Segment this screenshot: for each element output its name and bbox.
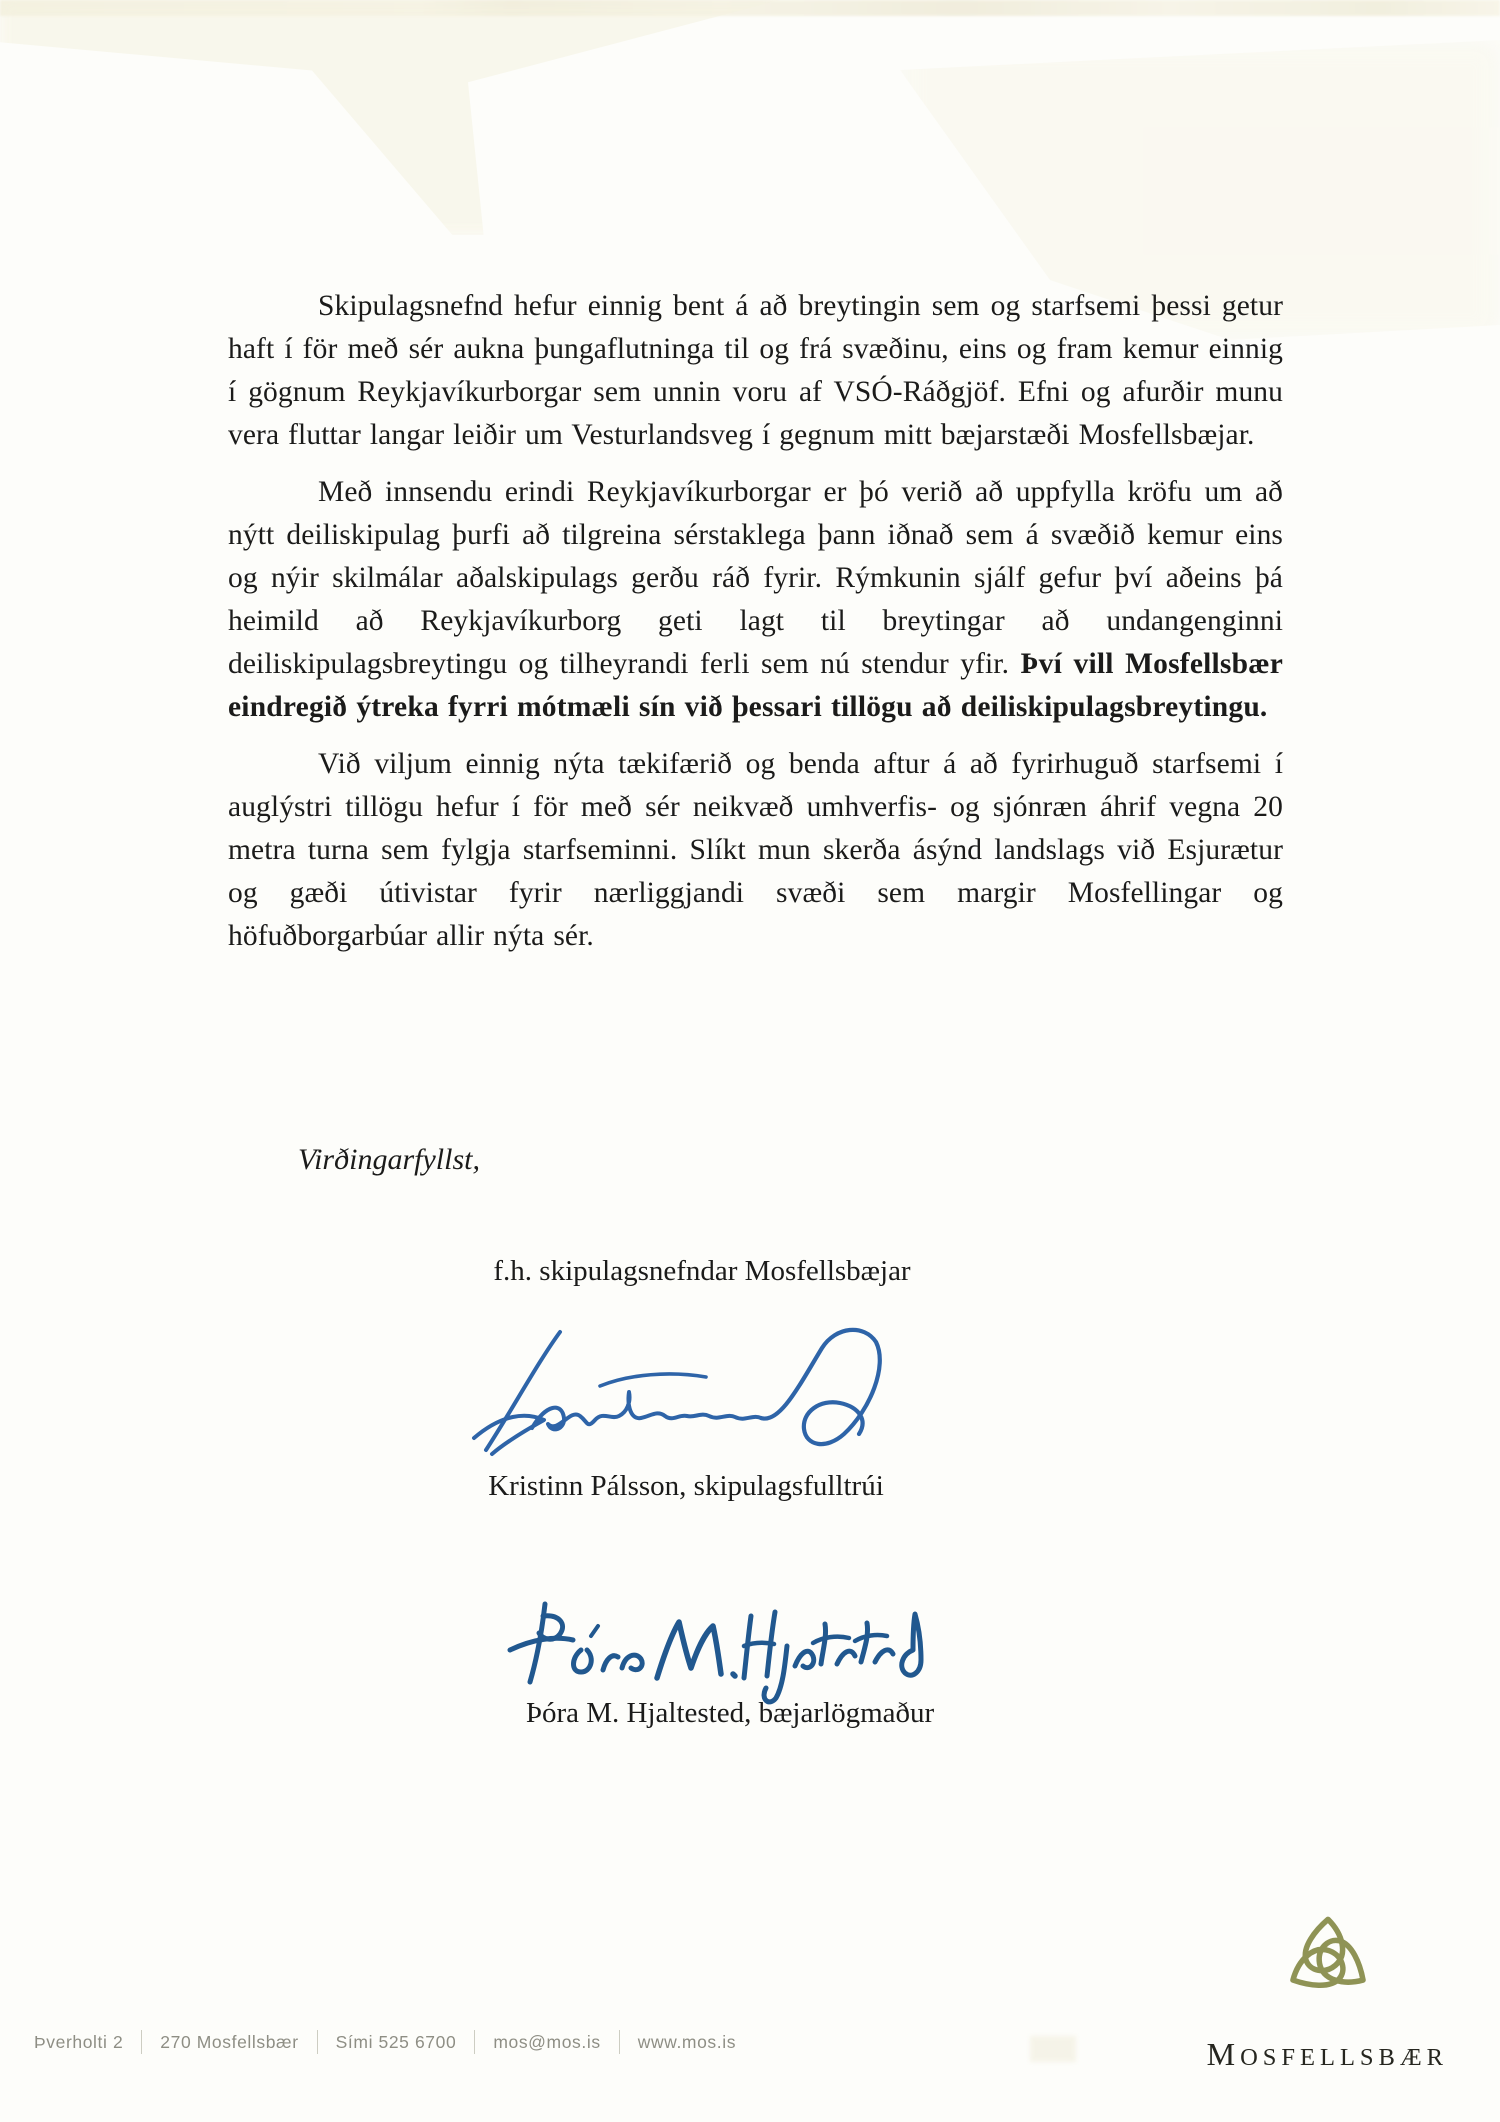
kristinn-signature — [468, 1316, 913, 1476]
footer-contact-bar — [34, 2030, 754, 2054]
wordmark-initial: M — [1206, 2036, 1241, 2072]
scan-artifact-footer-smudge — [1030, 2036, 1076, 2062]
signer1-name-title: Kristinn Pálsson, skipulagsfulltrúi — [488, 1470, 884, 1502]
paragraph-2 — [228, 471, 1283, 729]
footer-address: Þverholti 2 — [34, 2031, 124, 2052]
mosfellsbaer-wordmark — [1207, 2036, 1448, 2073]
footer-email: mos@mos.is — [493, 2031, 601, 2052]
paragraph-2-bold-statement: Því vill Mosfellsbær eindregið ýtreka fyrri mótmæli sín við þessari tillögu að deiliskipulagsbreytingu. — [228, 648, 1283, 723]
valediction: Virðingarfyllst, — [298, 1143, 480, 1176]
scan-artifact-left-triangle — [0, 0, 780, 235]
paragraph-1: Skipulagsnefnd hefur einnig bent á að breytingin sem og starfsemi þessi getur haft í för með sér aukna þungaflutninga til og frá svæðinu, eins og fram kemur einnig í gögnum Reykjavíkurborgar sem unnin voru af VSÓ-Ráðgjöf. Efni og afurðir munu vera fluttar langar leiðir um Vesturlandsveg í gegnum mitt bæjarstæði Mosfellsbæjar. — [228, 290, 1283, 451]
footer-website: www.mos.is — [637, 2031, 737, 2052]
mosfellsbaer-logo-knot-icon — [1282, 1912, 1374, 2004]
signer2-name-title: Þóra M. Hjaltested, bæjarlögmaður — [525, 1697, 935, 1729]
thora-signature — [505, 1588, 935, 1713]
footer-postal-town: 270 Mosfellsbær — [160, 2031, 299, 2052]
paragraph-2-normal: Með innsendu erindi Reykjavíkurborgar er þó verið að uppfylla kröfu um að nýtt deiliskipulag þurfi að tilgreina sérstaklega þann iðnað sem á svæðið kemur eins og nýir skilmálar aðalskipulags gerðu ráð fyrir. Rýmkunin sjálf gefur því aðeins þá heimild að Reykjavíkurborg geti lagt til breytingar að undangenginni deiliskipulagsbreytingu og tilheyrandi ferli sem nú stendur yfir. — [228, 476, 1283, 680]
footer-phone: Sími 525 6700 — [335, 2031, 457, 2052]
paragraph-3: Við viljum einnig nýta tækifærið og benda aftur á að fyrirhuguð starfsemi í auglýstri tillögu hefur í för með sér neikvæð umhverfis- og sjónræn áhrif vegna 20 metra turna sem fylgja starfseminni. Slíkt mun skerða ásýnd landslags við Esjurætur og gæði útivistar fyrir nærliggjandi svæði sem margir Mosfellingar og höfuðborgarbúar allir nýta sér. — [228, 748, 1283, 952]
wordmark-rest: OSFELLSBÆR — [1240, 2044, 1448, 2071]
letter-body — [228, 285, 1283, 972]
on-behalf-line: f.h. skipulagsnefndar Mosfellsbæjar — [493, 1255, 911, 1287]
